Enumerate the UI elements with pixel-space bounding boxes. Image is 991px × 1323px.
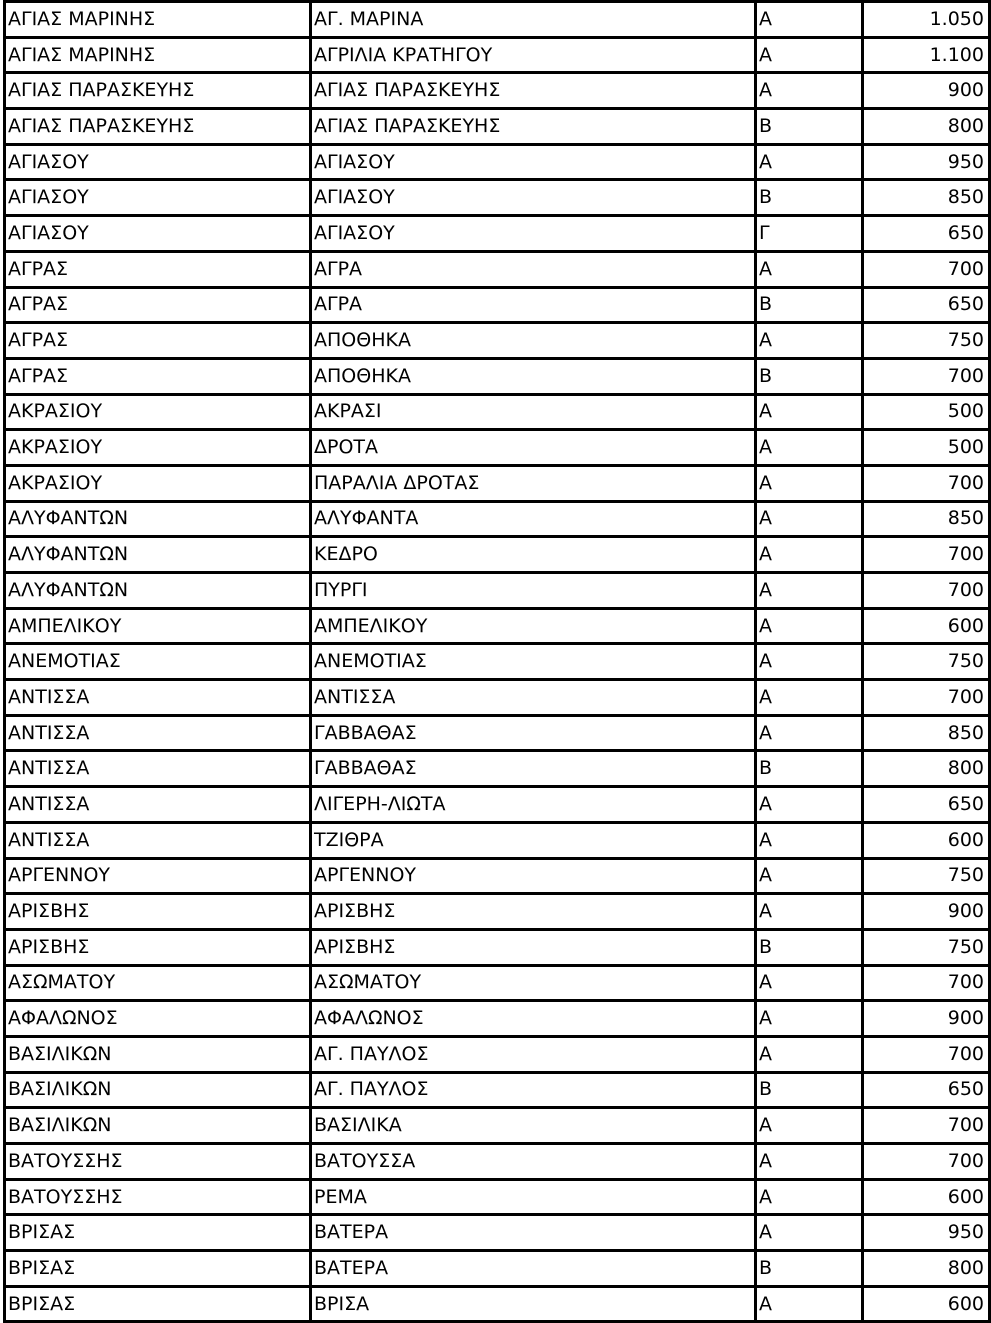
zone-cell: Β [756, 1251, 863, 1287]
zone-cell: Α [756, 715, 863, 751]
table-row [5, 144, 990, 180]
locality-cell: ΑΓ. ΜΑΡΙΝΑ [311, 2, 756, 38]
community-cell: ΑΚΡΑΣΙΟΥ [5, 394, 311, 430]
zone-cell: Α [756, 680, 863, 716]
community-cell: ΑΡΙΣΒΗΣ [5, 929, 311, 965]
locality-cell: ΑΓ. ΠΑΥΛΟΣ [311, 1036, 756, 1072]
locality-cell: ΑΓΡΑ [311, 287, 756, 323]
table-row [5, 573, 990, 609]
table-row [5, 537, 990, 573]
community-cell: ΑΓΙΑΣΟΥ [5, 180, 311, 216]
locality-cell: ΑΓΙΑΣ ΠΑΡΑΣΚΕΥΗΣ [311, 109, 756, 145]
value-cell: 750 [863, 323, 990, 359]
community-cell: ΑΚΡΑΣΙΟΥ [5, 430, 311, 466]
zone-cell: Α [756, 644, 863, 680]
community-cell: ΑΓΡΑΣ [5, 323, 311, 359]
value-cell: 600 [863, 822, 990, 858]
value-cell: 950 [863, 144, 990, 180]
community-cell: ΒΑΤΟΥΣΣΗΣ [5, 1179, 311, 1215]
community-cell: ΑΝΕΜΟΤΙΑΣ [5, 644, 311, 680]
zone-cell: Α [756, 1215, 863, 1251]
table-row [5, 37, 990, 73]
value-cell: 600 [863, 608, 990, 644]
locality-cell: ΑΛΥΦΑΝΤΑ [311, 501, 756, 537]
locality-cell: ΒΑΣΙΛΙΚΑ [311, 1108, 756, 1144]
value-cell: 850 [863, 715, 990, 751]
locality-cell: ΤΖΙΘΡΑ [311, 822, 756, 858]
locality-cell: ΒΑΤΕΡΑ [311, 1215, 756, 1251]
community-cell: ΒΡΙΣΑΣ [5, 1251, 311, 1287]
table-row [5, 180, 990, 216]
table-row [5, 1072, 990, 1108]
community-cell: ΑΓΙΑΣ ΜΑΡΙΝΗΣ [5, 37, 311, 73]
zone-cell: Α [756, 537, 863, 573]
community-cell: ΑΛΥΦΑΝΤΩΝ [5, 537, 311, 573]
zone-cell: Β [756, 929, 863, 965]
community-cell: ΑΓΙΑΣΟΥ [5, 216, 311, 252]
community-cell: ΒΑΣΙΛΙΚΩΝ [5, 1072, 311, 1108]
value-cell: 650 [863, 216, 990, 252]
table-row [5, 1001, 990, 1037]
locality-cell: ΚΕΔΡΟ [311, 537, 756, 573]
locality-cell: ΑΓΡΙΛΙΑ ΚΡΑΤΗΓΟΥ [311, 37, 756, 73]
table-row [5, 501, 990, 537]
community-cell: ΑΓΡΑΣ [5, 287, 311, 323]
zone-cell: Β [756, 287, 863, 323]
table-row [5, 430, 990, 466]
community-cell: ΑΝΤΙΣΣΑ [5, 787, 311, 823]
locality-cell: ΑΣΩΜΑΤΟΥ [311, 965, 756, 1001]
zone-cell: Α [756, 965, 863, 1001]
zone-cell: Α [756, 858, 863, 894]
community-cell: ΑΝΤΙΣΣΑ [5, 680, 311, 716]
community-cell: ΑΦΑΛΩΝΟΣ [5, 1001, 311, 1037]
value-cell: 800 [863, 751, 990, 787]
locality-cell: ΑΝΤΙΣΣΑ [311, 680, 756, 716]
locality-cell: ΔΡΟΤΑ [311, 430, 756, 466]
value-cell: 650 [863, 287, 990, 323]
zone-cell: Β [756, 180, 863, 216]
zone-cell: Α [756, 1286, 863, 1322]
table-row [5, 1108, 990, 1144]
community-cell: ΑΓΙΑΣ ΠΑΡΑΣΚΕΥΗΣ [5, 109, 311, 145]
table-row [5, 929, 990, 965]
locality-cell: ΑΠΟΘΗΚΑ [311, 323, 756, 359]
value-cell: 500 [863, 430, 990, 466]
locality-cell: ΑΓΙΑΣΟΥ [311, 216, 756, 252]
table-row [5, 2, 990, 38]
zone-cell: Α [756, 323, 863, 359]
table-body [5, 2, 990, 1322]
value-cell: 700 [863, 1108, 990, 1144]
locality-cell: ΓΑΒΒΑΘΑΣ [311, 751, 756, 787]
value-cell: 800 [863, 109, 990, 145]
table-row [5, 608, 990, 644]
zone-cell: Α [756, 822, 863, 858]
locality-cell: ΠΑΡΑΛΙΑ ΔΡΟΤΑΣ [311, 465, 756, 501]
locality-cell: ΡΕΜΑ [311, 1179, 756, 1215]
table-row [5, 323, 990, 359]
value-cell: 650 [863, 1072, 990, 1108]
locality-cell: ΑΠΟΘΗΚΑ [311, 358, 756, 394]
table-row [5, 715, 990, 751]
zone-cell: Α [756, 465, 863, 501]
value-cell: 700 [863, 965, 990, 1001]
community-cell: ΒΡΙΣΑΣ [5, 1215, 311, 1251]
locality-cell: ΑΦΑΛΩΝΟΣ [311, 1001, 756, 1037]
value-cell: 700 [863, 251, 990, 287]
data-table [3, 0, 991, 1323]
table-row [5, 394, 990, 430]
community-cell: ΑΛΥΦΑΝΤΩΝ [5, 501, 311, 537]
community-cell: ΑΓΙΑΣ ΜΑΡΙΝΗΣ [5, 2, 311, 38]
locality-cell: ΒΡΙΣΑ [311, 1286, 756, 1322]
value-cell: 700 [863, 537, 990, 573]
value-cell: 700 [863, 1036, 990, 1072]
community-cell: ΑΓΙΑΣ ΠΑΡΑΣΚΕΥΗΣ [5, 73, 311, 109]
value-cell: 700 [863, 1144, 990, 1180]
value-cell: 750 [863, 929, 990, 965]
community-cell: ΑΝΤΙΣΣΑ [5, 822, 311, 858]
zone-cell: Α [756, 251, 863, 287]
locality-cell: ΑΓΙΑΣ ΠΑΡΑΣΚΕΥΗΣ [311, 73, 756, 109]
value-cell: 600 [863, 1286, 990, 1322]
value-cell: 650 [863, 787, 990, 823]
community-cell: ΑΓΙΑΣΟΥ [5, 144, 311, 180]
value-cell: 700 [863, 358, 990, 394]
locality-cell: ΑΡΙΣΒΗΣ [311, 929, 756, 965]
table-row [5, 1179, 990, 1215]
value-cell: 900 [863, 1001, 990, 1037]
community-cell: ΒΑΣΙΛΙΚΩΝ [5, 1108, 311, 1144]
value-cell: 750 [863, 858, 990, 894]
zone-cell: Α [756, 608, 863, 644]
table-row [5, 1251, 990, 1287]
locality-cell: ΛΙΓΕΡΗ-ΛΙΩΤΑ [311, 787, 756, 823]
zone-cell: Α [756, 394, 863, 430]
value-cell: 850 [863, 501, 990, 537]
table-row [5, 251, 990, 287]
zone-cell: Γ [756, 216, 863, 252]
community-cell: ΑΝΤΙΣΣΑ [5, 751, 311, 787]
community-cell: ΒΑΤΟΥΣΣΗΣ [5, 1144, 311, 1180]
table-row [5, 787, 990, 823]
zone-cell: Β [756, 109, 863, 145]
locality-cell: ΑΝΕΜΟΤΙΑΣ [311, 644, 756, 680]
community-cell: ΑΓΡΑΣ [5, 358, 311, 394]
locality-cell: ΑΜΠΕΛΙΚΟΥ [311, 608, 756, 644]
locality-cell: ΠΥΡΓΙ [311, 573, 756, 609]
zone-cell: Α [756, 430, 863, 466]
table-row [5, 751, 990, 787]
table-row [5, 109, 990, 145]
value-cell: 700 [863, 573, 990, 609]
community-cell: ΑΚΡΑΣΙΟΥ [5, 465, 311, 501]
table-row [5, 822, 990, 858]
zone-cell: Α [756, 73, 863, 109]
locality-cell: ΒΑΤΕΡΑ [311, 1251, 756, 1287]
locality-cell: ΑΡΙΣΒΗΣ [311, 894, 756, 930]
table-row [5, 965, 990, 1001]
locality-cell: ΑΡΓΕΝΝΟΥ [311, 858, 756, 894]
table-row [5, 1144, 990, 1180]
zone-cell: Α [756, 894, 863, 930]
locality-cell: ΑΓΙΑΣΟΥ [311, 180, 756, 216]
zone-cell: Α [756, 787, 863, 823]
community-cell: ΑΝΤΙΣΣΑ [5, 715, 311, 751]
table-row [5, 1215, 990, 1251]
community-cell: ΑΜΠΕΛΙΚΟΥ [5, 608, 311, 644]
community-cell: ΒΑΣΙΛΙΚΩΝ [5, 1036, 311, 1072]
value-cell: 750 [863, 644, 990, 680]
zone-cell: Β [756, 751, 863, 787]
zone-cell: Α [756, 144, 863, 180]
community-cell: ΑΡΙΣΒΗΣ [5, 894, 311, 930]
table-row [5, 73, 990, 109]
table-row [5, 1286, 990, 1322]
table-row [5, 644, 990, 680]
zone-cell: Α [756, 1144, 863, 1180]
table-row [5, 894, 990, 930]
table-row [5, 216, 990, 252]
value-cell: 700 [863, 465, 990, 501]
table-row [5, 680, 990, 716]
value-cell: 1.100 [863, 37, 990, 73]
table-row [5, 858, 990, 894]
value-cell: 800 [863, 1251, 990, 1287]
zone-cell: Α [756, 573, 863, 609]
zone-cell: Α [756, 2, 863, 38]
zone-cell: Α [756, 501, 863, 537]
value-cell: 950 [863, 1215, 990, 1251]
locality-cell: ΓΑΒΒΑΘΑΣ [311, 715, 756, 751]
zone-cell: Α [756, 1036, 863, 1072]
locality-cell: ΑΚΡΑΣΙ [311, 394, 756, 430]
zone-cell: Α [756, 37, 863, 73]
community-cell: ΑΣΩΜΑΤΟΥ [5, 965, 311, 1001]
value-cell: 500 [863, 394, 990, 430]
community-cell: ΑΓΡΑΣ [5, 251, 311, 287]
locality-cell: ΑΓ. ΠΑΥΛΟΣ [311, 1072, 756, 1108]
table-row [5, 465, 990, 501]
community-cell: ΒΡΙΣΑΣ [5, 1286, 311, 1322]
community-cell: ΑΡΓΕΝΝΟΥ [5, 858, 311, 894]
value-cell: 1.050 [863, 2, 990, 38]
value-cell: 850 [863, 180, 990, 216]
zone-cell: Α [756, 1108, 863, 1144]
value-cell: 600 [863, 1179, 990, 1215]
value-cell: 900 [863, 73, 990, 109]
table-row [5, 287, 990, 323]
table-row [5, 358, 990, 394]
locality-cell: ΑΓΡΑ [311, 251, 756, 287]
locality-cell: ΒΑΤΟΥΣΣΑ [311, 1144, 756, 1180]
value-cell: 700 [863, 680, 990, 716]
zone-cell: Β [756, 358, 863, 394]
value-cell: 900 [863, 894, 990, 930]
zone-cell: Β [756, 1072, 863, 1108]
zone-cell: Α [756, 1001, 863, 1037]
zone-cell: Α [756, 1179, 863, 1215]
table-row [5, 1036, 990, 1072]
locality-cell: ΑΓΙΑΣΟΥ [311, 144, 756, 180]
community-cell: ΑΛΥΦΑΝΤΩΝ [5, 573, 311, 609]
